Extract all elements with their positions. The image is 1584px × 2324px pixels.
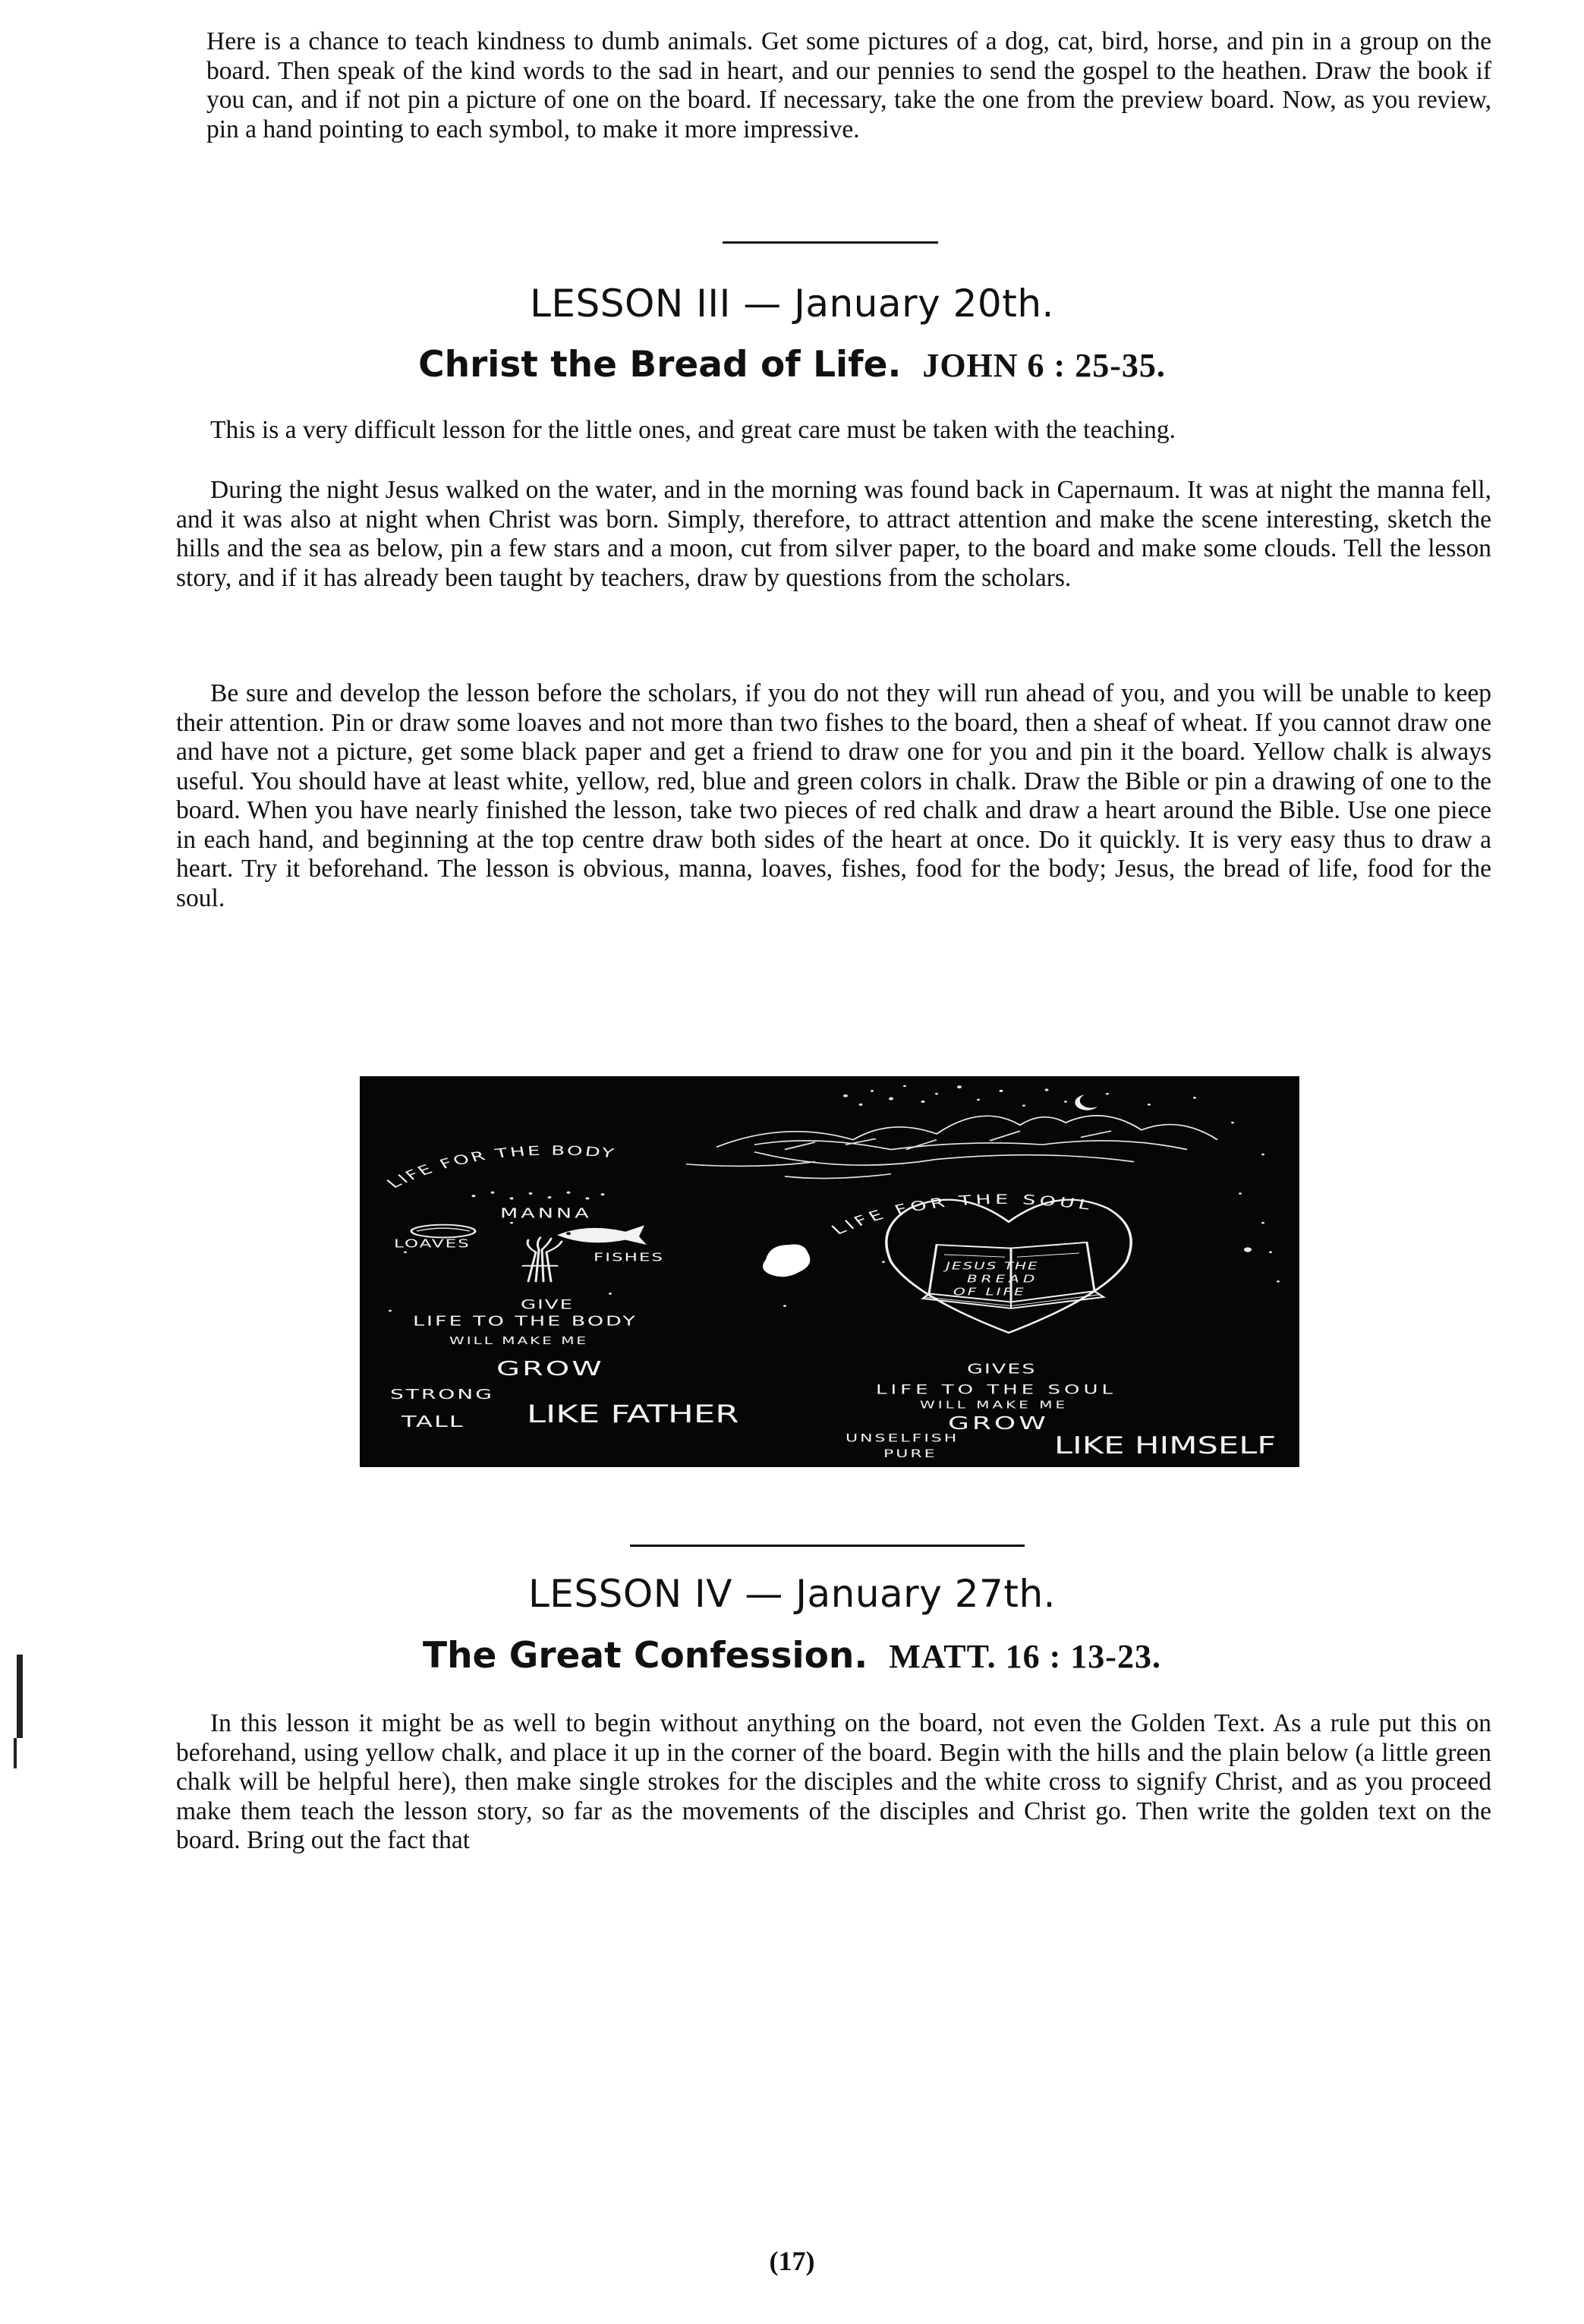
cloud-icon xyxy=(763,1244,810,1277)
hills-and-sea xyxy=(686,1116,1217,1179)
lesson-3-scripture-reference: JOHN 6 : 25-35. xyxy=(922,347,1166,384)
board-book-line-2: BREAD xyxy=(967,1273,1039,1285)
board-tall: TALL xyxy=(402,1412,464,1431)
lesson-4-paragraph-1: In this lesson it might be as well to begin without anything on the board, not even the Golden Text. As a rule put this on beforehand, using yellow chalk, and place it up in the corner of the board. Begin with the hills and the plain below (a little green chalk will be helpful here), then make single strokes for the disciples and the white cross to signify Christ, and as you proceed make them teach the lesson story, so far as the movements of the disciples and Christ go. Then write the golden text on the board. Bring out the fact that xyxy=(176,1709,1491,1854)
board-like-himself: LIKE HIMSELF xyxy=(1054,1431,1277,1460)
board-grow-2: GROW xyxy=(948,1413,1049,1434)
loaves-icon xyxy=(411,1225,475,1238)
lesson-3-paragraph-1: This is a very difficult lesson for the little ones, and great care must be taken with the teaching. xyxy=(210,416,1176,444)
manna-dots xyxy=(472,1192,605,1200)
board-life-to-body: LIFE TO THE BODY xyxy=(413,1314,638,1329)
lesson-3-title-text: Christ the Bread of Life. xyxy=(418,344,902,386)
lesson-4-heading: LESSON IV — January 27th. xyxy=(527,1572,1057,1616)
lesson-4-title-text: The Great Confession. xyxy=(423,1635,868,1677)
fish-icon xyxy=(557,1225,647,1245)
board-life-for-body: LIFE FOR THE BODY xyxy=(383,1143,618,1192)
board-grow-1: GROW xyxy=(496,1357,604,1381)
board-strong: STRONG xyxy=(390,1386,494,1403)
stars xyxy=(389,1085,1280,1312)
blackboard-illustration xyxy=(360,1076,1299,1467)
section-divider xyxy=(723,241,938,244)
board-give: GIVE xyxy=(521,1297,575,1313)
board-pure: PURE xyxy=(883,1447,937,1460)
board-life-for-soul: LIFE FOR THE SOUL xyxy=(827,1192,1096,1238)
section-divider-2 xyxy=(630,1545,1025,1547)
blackboard-drawing xyxy=(360,1076,1299,1467)
board-loaves: LOAVES xyxy=(394,1236,471,1251)
board-manna: MANNA xyxy=(500,1206,592,1222)
margin-mark xyxy=(17,1655,23,1738)
lesson-4-scripture-reference: MATT. 16 : 13-23. xyxy=(889,1638,1161,1675)
lesson-3-heading: LESSON III — January 20th. xyxy=(530,282,1054,326)
board-unselfish: UNSELFISH xyxy=(846,1432,959,1445)
board-book-line-1: JESUS THE xyxy=(946,1260,1039,1272)
board-book-line-3: OF LIFE xyxy=(953,1286,1026,1298)
lesson-3-paragraph-3: Be sure and develop the lesson before the scholars, if you do not they will run ahead of you, and you will be unable to keep their attention. Pin or draw some loaves and not more than two fishes to the board, then a sheaf of wheat. If you cannot draw one and have not a picture, get some black paper and get a friend to draw one for you and pin it the board. Yellow chalk is always useful. You should have at least white, yellow, red, blue and green colors in chalk. Draw the Bible or pin a drawing of one to the board. When you have nearly finished the lesson, take two pieces of red chalk and draw a heart around the Bible. Use one piece in each hand, and beginning at the top centre draw both sides of the heart at once. Do it quickly. It is very easy thus to draw a heart. Try it beforehand. The lesson is obvious, manna, loaves, fishes, food for the body; Jesus, the bread of life, food for the soul. xyxy=(176,679,1491,912)
board-will-make-me-2: WILL MAKE ME xyxy=(920,1399,1069,1411)
lesson-3-title xyxy=(0,343,1584,388)
wheat-sheaf-icon xyxy=(523,1237,562,1281)
board-like-father: LIKE FATHER xyxy=(527,1399,739,1428)
page-number: (17) xyxy=(769,2246,815,2276)
lesson-3-paragraph-2: During the night Jesus walked on the water, and in the morning was found back in Capernaum. It was at night the manna fell, and it was also at night when Christ was born. Simply, therefore, to attract attention and make the scene interesting, sketch the hills and the sea as below, pin a few stars and a moon, cut from silver paper, to the board and make some clouds. Tell the lesson story, and if it has already been taught by teachers, draw by questions from the scholars. xyxy=(176,476,1491,592)
board-fishes: FISHES xyxy=(594,1250,664,1264)
intro-paragraph: Here is a chance to teach kindness to dumb animals. Get some pictures of a dog, cat, bird, horse, and pin in a group on the board. Then speak of the kind words to the sad in heart, and our pennies to send the gospel to the heathen. Draw the book if you can, and if not pin a picture of one on the board. If necessary, take the one from the preview board. Now, as you review, pin a hand pointing to each symbol, to make it more impressive. xyxy=(206,27,1491,143)
board-life-to-soul: LIFE TO THE SOUL xyxy=(876,1382,1116,1398)
board-will-make-me-1: WILL MAKE ME xyxy=(449,1334,589,1346)
moon-icon xyxy=(1075,1094,1097,1110)
board-gives: GIVES xyxy=(967,1362,1037,1377)
lesson-4-title xyxy=(0,1634,1584,1679)
margin-mark-2 xyxy=(14,1738,17,1768)
